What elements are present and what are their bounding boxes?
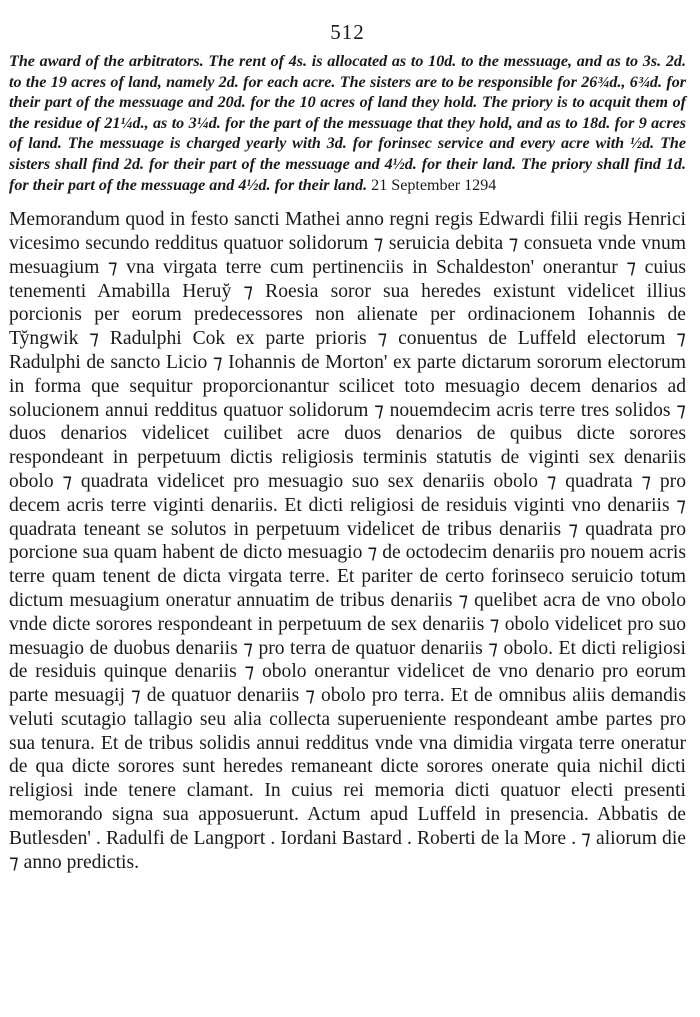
page-number: 512 bbox=[330, 20, 365, 44]
latin-body-text: Memorandum quod in festo sancti Mathei anno regni regis Edwardi filii regis Henrici vicesimo secundo redditus quatuor solidorum ⁊ seruicia debita ⁊ consueta vnde vnum mesuagium ⁊ vna virgata terre cum pertinenciis in Schaldeston' onerantur ⁊ cuius tenementi Amabilla Heruy̆ ⁊ Roesia soror sua heredes existunt videlicet illius porcionis per eorum predecessores non alienate per ordinacionem Iohannis de Ty̆ngwik ⁊ Radulphi Cok ex parte prioris ⁊ conuentus de Luffeld electorum ⁊ Radulphi de sancto Licio ⁊ Iohannis de Morton' ex parte dictarum sororum electorum in forma que sequitur proporcionantur scilicet toto mesuagio decem denarios ad solucionem annui redditus quatuor solidorum ⁊ nouemdecim acris terre tres solidos ⁊ duos denarios videlicet cuilibet acre duos denarios de quibus dicte sorores respondeant in perpetuum dictis religiosis terminis statutis de viginti sex denariis obolo ⁊ quadrata videlicet pro mesuagio suo sex denariis obolo ⁊ quadrata ⁊ pro decem acris terre viginti denariis. Et dicti religiosi de residuis viginti vno denariis ⁊ quadrata teneant se solutos in perpetuum videlicet de tribus denariis ⁊ quadrata pro porcione sua quam habent de dicto mesuagio ⁊ de octodecim denariis pro nouem acris terre quam tenent de dicta virgata terre. Et pariter de certo forinseco seruicio totum dictum mesuagium oneratur annuatim de tribus denariis ⁊ quelibet acra de vno obolo vnde dicte sorores respondeant in perpetuum de sex denariis ⁊ obolo videlicet pro suo mesuagio de duobus denariis ⁊ pro terra de quatuor denariis ⁊ obolo. Et dicti religiosi de residuis quinque denariis ⁊ obolo onerantur videlicet de vno denario pro eorum parte mesuagij ⁊ de quatuor denariis ⁊ obolo pro terra. Et de omnibus aliis demandis veluti scutagio tallagio seu alia collecta superueniente respondeant ambe partes pro sua tenura. Et de tribus solidis annui redditus vnde vna dimidia virgata terre oneratur de qua dicte sorores sunt heredes remaneant dicte sorores onerate quia nichil dicti religiosi inde tenere clamant. In cuius rei memoria dicti quatuor electi presenti memorando signa sua apposuerunt. Actum apud Luffeld in presencia. Abbatis de Butlesden' . Radulfi de Langport . Iordani Bastard . Roberti de la More . ⁊ aliorum die ⁊ anno predictis. bbox=[9, 209, 686, 873]
summary-date: 21 September 1294 bbox=[371, 176, 497, 194]
summary-paragraph bbox=[9, 52, 686, 196]
summary-text: The award of the arbitrators. The rent of 4s. is allocated as to 10d. to the messuage, and as to 3s. 2d. to the 19 acres of land, namely 2d. for each acre. The sisters are to be responsible for 26¾d., 6¾d. for their part of the messuage and 20d. for the 10 acres of land they hold. The priory is to acquit them of the residue of 21¼d., as to 3¼d. for the part of the messuage that they hold, and as to 18d. for 9 acres of land. The messuage is charged yearly with 3d. for forinsec service and every acre with ½d. The sisters shall find 2d. for their part of the messuage and 4½d. for their land. The priory shall find 1d. for their part of the messuage and 4½d. for their land. bbox=[9, 53, 686, 194]
